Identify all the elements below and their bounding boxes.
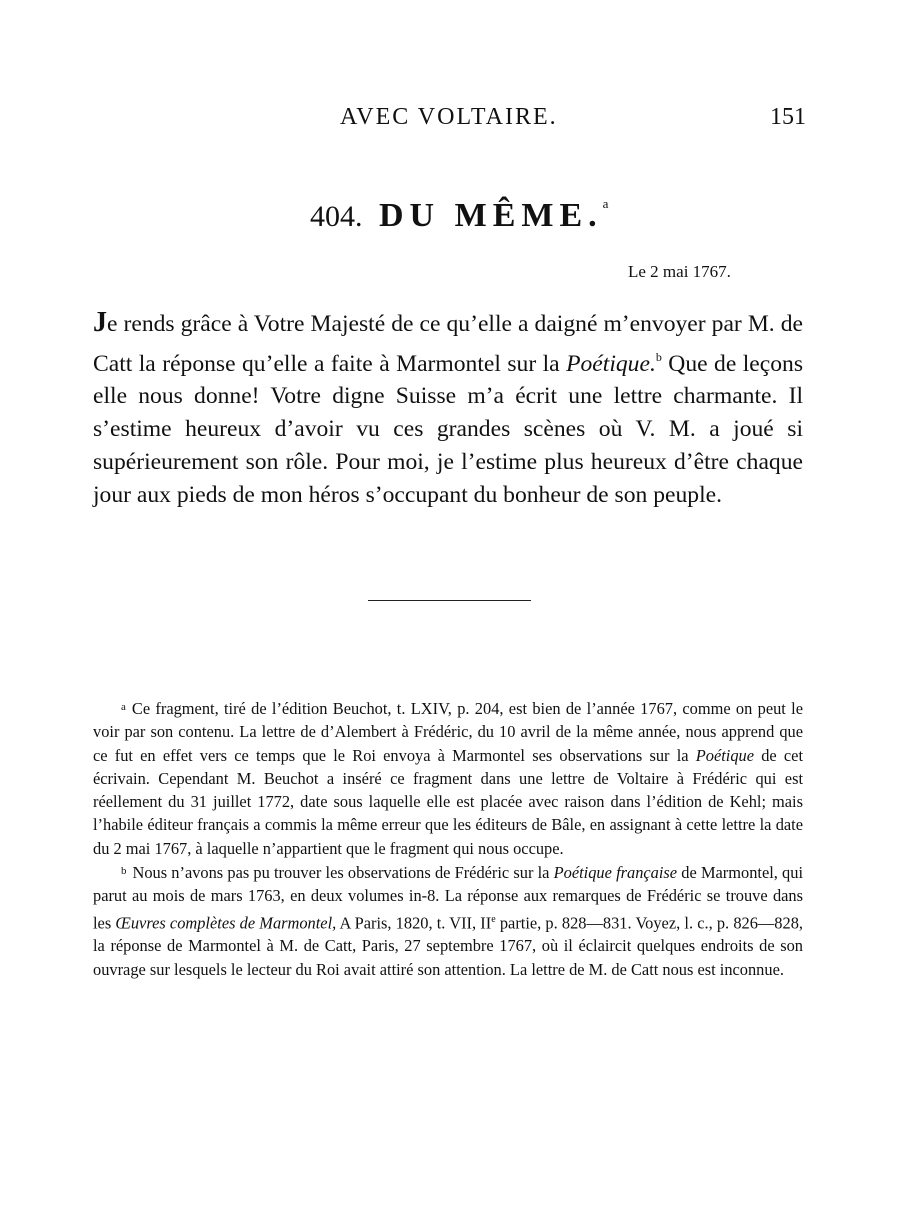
- body-italic-poetique: Poétique.: [566, 350, 656, 377]
- letter-body: [93, 307, 803, 511]
- dateline: Le 2 mai 1767.: [628, 262, 731, 281]
- footnote-b-part-4: partie, p. 828—831. Voyez, l. c., p. 826—828, la réponse de Marmontel à M. de Catt, Paris, 27 septembre 1767, où il éclaircit quelques endroits de son ouvrage sur lesquels le lecteur du Roi avait attiré son attention. La lettre de M. de Catt nous est inconnue.: [93, 913, 803, 979]
- footnote-b: [93, 860, 803, 981]
- footnote-b-italic-1: Poétique française: [553, 863, 678, 883]
- body-part-1: e rends grâce à Votre Majesté de ce qu’elle a daigné m’envoyer par M. de Catt la réponse qu’elle a faite à Marmontel sur la: [93, 311, 803, 377]
- footnote-b-sup: e: [491, 913, 496, 925]
- body-note-marker: b: [655, 349, 662, 364]
- footnote-b-part-2: de Marmontel, qui parut au mois de mars 1763, en deux volumes in-8. La réponse aux remarques de Frédéric se trouve dans les: [93, 863, 804, 933]
- running-head: AVEC VOLTAIRE.: [340, 104, 558, 130]
- page-number: 151: [770, 104, 806, 130]
- letter-title-text: DU MÊME.: [379, 197, 603, 234]
- footnote-a-part-1: Ce fragment, tiré de l’édition Beuchot, t. LXIV, p. 204, est bien de l’année 1767, comme on peut le voir par son contenu. La lettre de d’Alembert à Frédéric, du 10 avril de la même année, nous apprend que ce fut en effet vers ce temps que le Roi envoya à Marmontel ses observations sur la: [93, 699, 803, 765]
- letter-title: [379, 197, 608, 234]
- footnote-b-italic-2: Œuvres complètes de Marmontel,: [115, 913, 337, 933]
- footnote-a-italic: Poétique: [695, 745, 755, 765]
- footnote-b-part-3: A Paris, 1820, t. VII, II: [336, 913, 492, 933]
- footnote-divider: [368, 600, 531, 601]
- letter-number: 404.: [310, 200, 363, 233]
- title-note-marker: a: [602, 196, 609, 211]
- footnote-b-part-1: Nous n’avons pas pu trouver les observations de Frédéric sur la: [132, 863, 554, 883]
- footnote-a: [93, 696, 803, 860]
- body-part-2: Que de leçons elle nous donne! Votre digne Suisse m’a écrit une lettre charmante. Il s’estime heureux d’avoir vu ces grandes scènes où V. M. a joué si supérieurement son rôle. Pour moi, je l’estime plus heureux d’être chaque jour aux pieds de mon héros s’occupant du bonheur de son peuple.: [93, 350, 804, 508]
- drop-cap: J: [93, 307, 107, 338]
- footnote-b-marker: b: [121, 865, 127, 878]
- footnotes: [93, 696, 803, 981]
- letter-heading: [310, 196, 608, 235]
- footnote-a-part-2: de cet écrivain. Cependant M. Beuchot a inséré ce fragment dans une lettre de Voltaire à Frédéric qui est réellement du 31 juillet 1772, date sous laquelle elle est placée avec raison dans l’édition de Kehl; mais l’habile éditeur français a commis la même erreur que les éditeurs de Bâle, en assignant à cette lettre la date du 2 mai 1767, à laquelle n’appartient que le fragment qui nous occupe.: [93, 745, 803, 858]
- footnote-a-marker: a: [121, 701, 126, 713]
